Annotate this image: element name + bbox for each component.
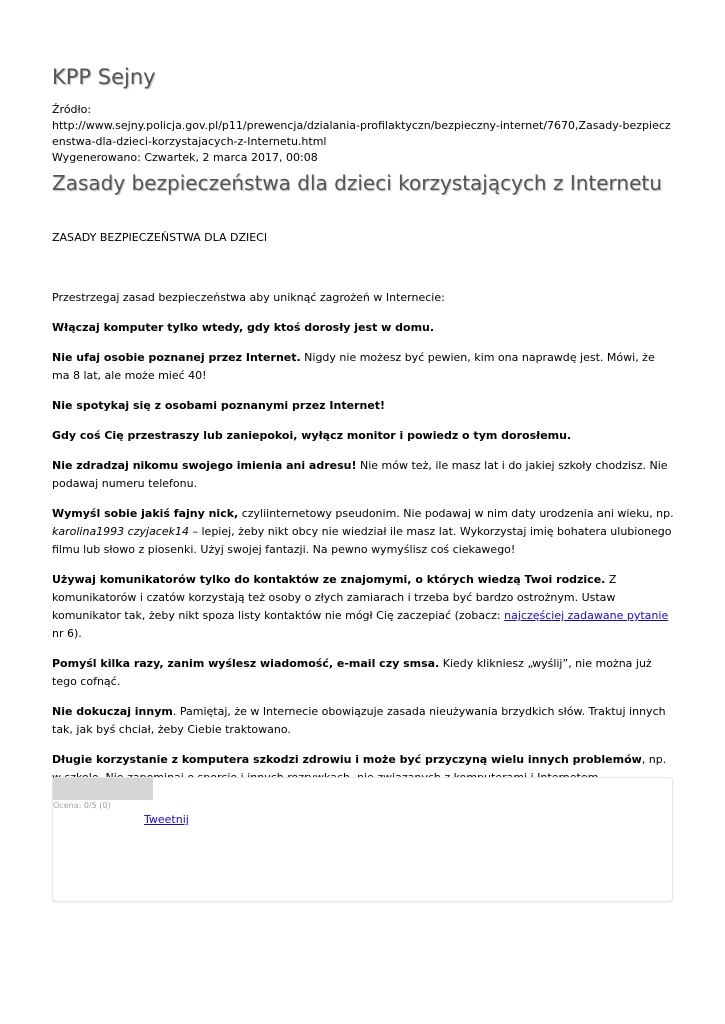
- rule-2-bold: Nie ufaj osobie poznanej przez Internet.: [52, 351, 301, 364]
- article-subheading: ZASADY BEZPIECZEŃSTWA DLA DZIECI: [52, 231, 268, 244]
- rule-4: [52, 427, 674, 445]
- rule-10-bold: Długie korzystanie z komputera szkodzi zdrowiu i może być przyczyną wielu innych problemów: [52, 753, 642, 766]
- rule-9: [52, 703, 674, 739]
- rule-3-bold: Nie spotykaj się z osobami poznanymi przez Internet!: [52, 399, 386, 412]
- rating-stars-bar[interactable]: [53, 778, 153, 800]
- rule-2-text: Nigdy nie możesz być pewien, kim ona naprawdę jest. Mówi, że ma 8 lat, ale może mieć 40!: [52, 351, 655, 382]
- faq-link[interactable]: najczęściej zadawane pytanie: [504, 609, 669, 622]
- rule-4-bold: Gdy coś Cię przestraszy lub zaniepokoi, wyłącz monitor i powiedz o tym dorosłemu.: [52, 429, 572, 442]
- source-label: Źródło:: [52, 103, 92, 116]
- source-meta: [52, 102, 674, 166]
- site-title: KPP Sejny: [52, 65, 156, 89]
- source-url: http://www.sejny.policja.gov.pl/p11/prewencja/dzialania-profilaktyczn/bezpieczny-internet/7670,Zasady-bezpieczenstwa-dla-dzieci-korzystajacych-z-Internetu.html: [52, 119, 671, 148]
- rule-5: [52, 457, 674, 493]
- rule-6-text-2: – lepiej, żeby nikt obcy nie wiedział ile masz lat. Wykorzystaj imię bohatera ulubionego filmu lub słowo z piosenki. Użyj swojej fantazji. Na pewno wymyślisz coś ciekawego!: [52, 525, 672, 556]
- rule-1: [52, 319, 674, 337]
- rule-1-bold: Włączaj komputer tylko wtedy, gdy ktoś dorosły jest w domu.: [52, 321, 435, 334]
- generated-line: [52, 150, 674, 166]
- rule-8: [52, 655, 674, 691]
- rule-7-text-1: Z komunikatorów i czatów korzystają też osoby o złych zamiarach i trzeba być bardzo ostrożnym. Ustaw komunikator tak, żeby nikt spoza listy kontaktów nie mógł Cię zaczepiać (zobacz:: [52, 573, 617, 622]
- rule-5-bold: Nie zdradzaj nikomu swojego imienia ani adresu!: [52, 459, 357, 472]
- rule-7: [52, 571, 674, 643]
- generated-date: Czwartek, 2 marca 2017, 00:08: [144, 151, 318, 164]
- rule-8-text: Kiedy klikniesz „wyślij”, nie można już tego cofnąć.: [52, 657, 652, 688]
- rule-9-text: . Pamiętaj, że w Internecie obowiązuje zasada nieużywania brzydkich słów. Traktuj innych tak, jak byś chciał, żeby Ciebie traktowano.: [52, 705, 666, 736]
- article-body: [52, 229, 674, 787]
- rating-text: Ocena: 0/5 (0): [53, 801, 111, 810]
- rule-7-bold: Używaj komunikatorów tylko do kontaktów ze znajomymi, o których wiedzą Twoi rodzice.: [52, 573, 606, 586]
- rule-6-text-1: czyliinternetowy pseudonim. Nie podawaj w nim daty urodzenia ani wieku, np.: [238, 507, 674, 520]
- rating-share-box: [52, 777, 673, 902]
- article-title: Zasady bezpieczeństwa dla dzieci korzystających z Internetu: [52, 171, 662, 195]
- rule-2: [52, 349, 674, 385]
- rule-6-bold: Wymyśl sobie jakiś fajny nick,: [52, 507, 239, 520]
- rule-5-text: Nie mów też, ile masz lat i do jakiej szkoły chodzisz. Nie podawaj numeru telefonu.: [52, 459, 668, 490]
- rule-8-bold: Pomyśl kilka razy, zanim wyślesz wiadomość, e-mail czy smsa.: [52, 657, 440, 670]
- tweet-button[interactable]: Tweetnij: [144, 813, 189, 826]
- rule-3: [52, 397, 674, 415]
- rule-9-bold: Nie dokuczaj innym: [52, 705, 173, 718]
- rule-7-text-2: nr 6).: [52, 627, 82, 640]
- rule-10-text: , np.: [641, 753, 667, 766]
- intro-paragraph: Przestrzegaj zasad bezpieczeństwa aby uniknąć zagrożeń w Internecie:: [52, 291, 445, 304]
- generated-label: Wygenerowano:: [52, 151, 141, 164]
- rule-6: [52, 505, 674, 559]
- rule-6-italic: karolina1993 czyjacek14: [52, 525, 189, 538]
